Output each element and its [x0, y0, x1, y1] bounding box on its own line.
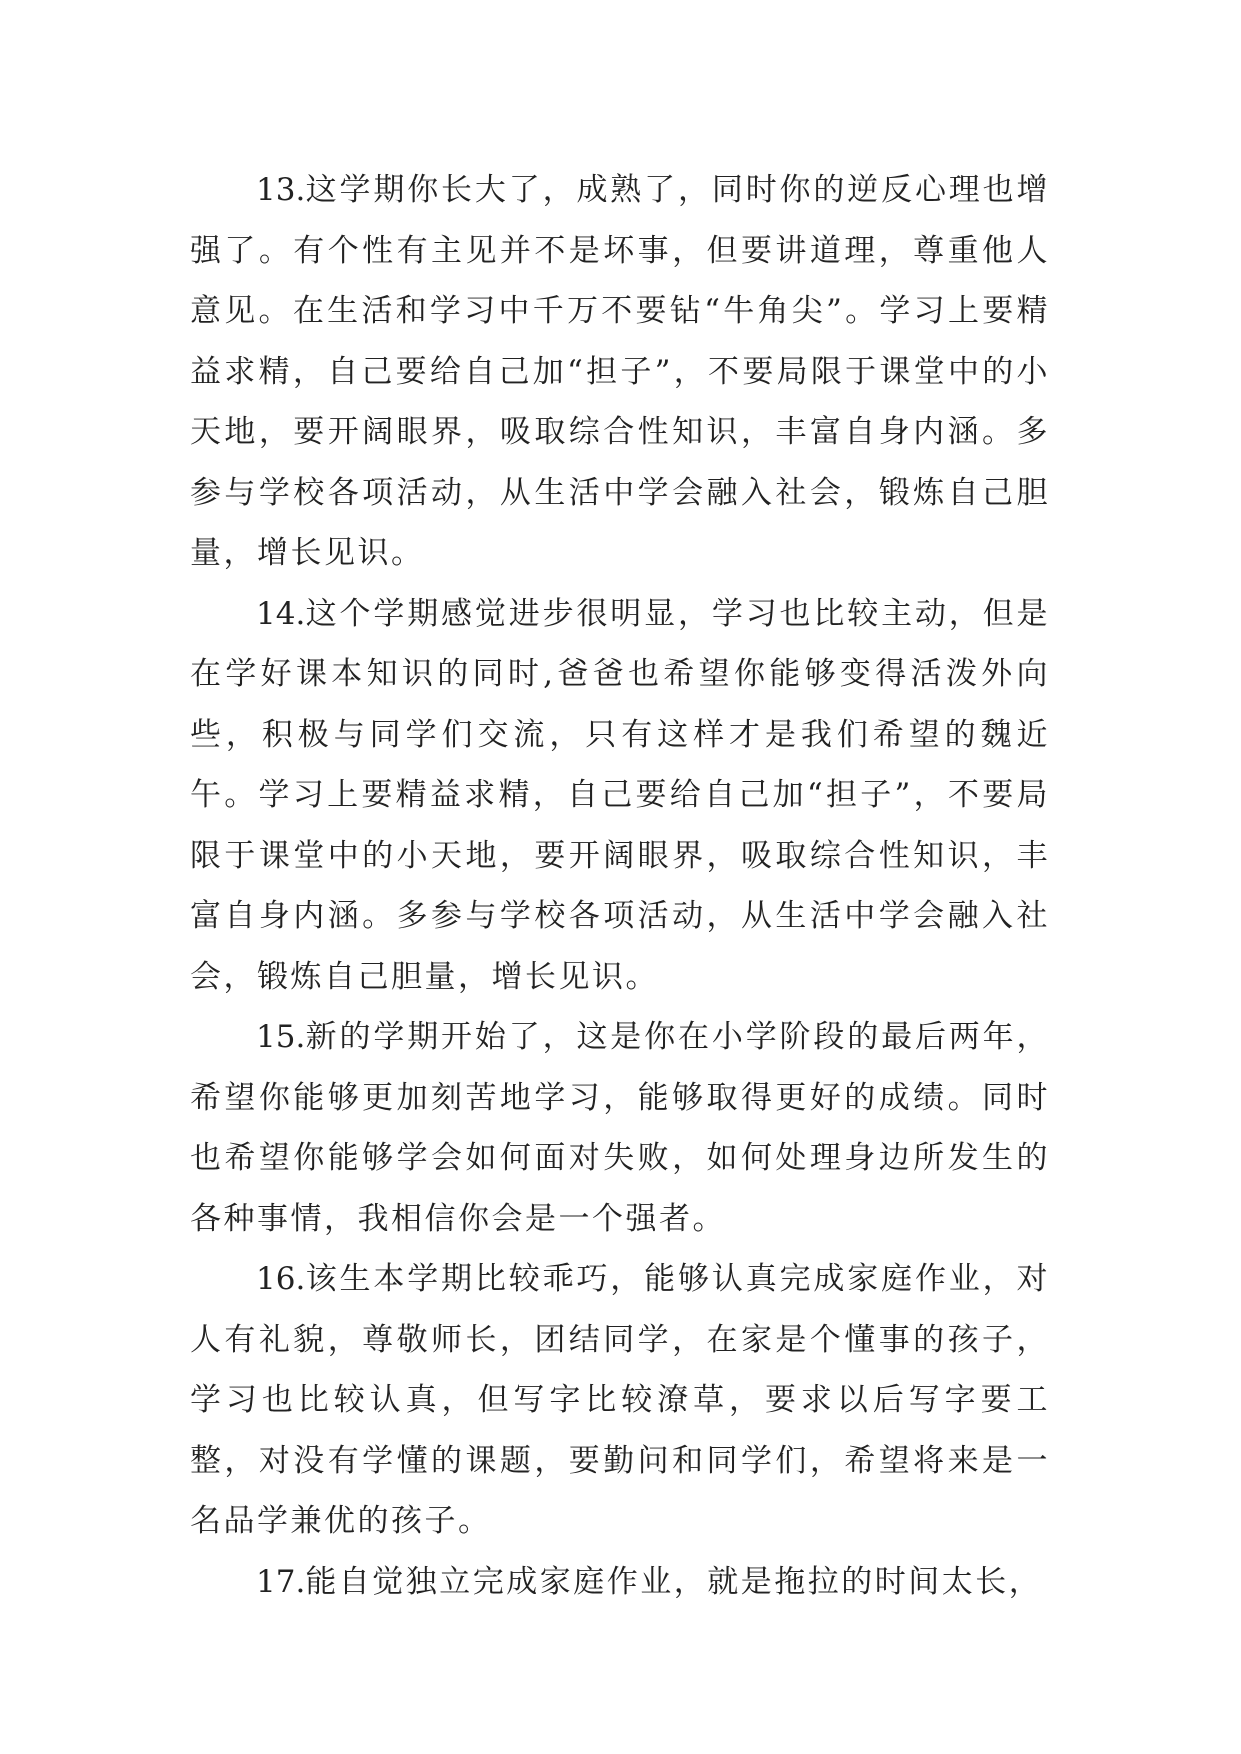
paragraph-text: 这学期你长大了，成熟了，同时你的逆反心理也增强了。有个性有主见并不是坏事，但要讲道理，尊重他人意见。在生活和学习中千万不要钻“牛角尖”。学习上要精益求精，自己要给自己加“担子”，不要局限于课堂中的小天地，要开阔眼界，吸取综合性知识，丰富自身内涵。多参与学校各项活动，从生活中学会融入社会，锻炼自己胆量，增长见识。 [190, 172, 1050, 571]
paragraph-17 [190, 1552, 1050, 1613]
paragraph-number: 14. [256, 595, 306, 632]
paragraph-number: 17. [256, 1563, 306, 1600]
paragraph-15 [190, 1007, 1050, 1249]
paragraph-16 [190, 1249, 1050, 1552]
paragraph-number: 16. [256, 1261, 306, 1297]
document-body [190, 160, 1050, 1612]
paragraph-number: 15. [256, 1019, 306, 1055]
paragraph-text: 该生本学期比较乖巧，能够认真完成家庭作业，对人有礼貌，尊敬师长，团结同学，在家是个懂事的孩子，学习也比较认真，但写字比较潦草，要求以后写字要工整，对没有学懂的课题，要勤问和同学们，希望将来是一名品学兼优的孩子。 [190, 1261, 1050, 1539]
paragraph-14 [190, 584, 1050, 1008]
paragraph-number: 13. [256, 172, 306, 208]
paragraph-text: 新的学期开始了，这是你在小学阶段的最后两年，希望你能够更加刻苦地学习，能够取得更好的成绩。同时也希望你能够学会如何面对失败，如何处理身边所发生的各种事情，我相信你会是一个强者。 [190, 1019, 1050, 1237]
paragraph-13 [190, 160, 1050, 584]
paragraph-text: 能自觉独立完成家庭作业，就是拖拉的时间太长， [305, 1563, 1043, 1600]
paragraph-text: 这个学期感觉进步很明显，学习也比较主动，但是在学好课本知识的同时,爸爸也希望你能够变得活泼外向些，积极与同学们交流，只有这样才是我们希望的魏近午。学习上要精益求精，自己要给自己加“担子”，不要局限于课堂中的小天地，要开阔眼界，吸取综合性知识，丰富自身内涵。多参与学校各项活动，从生活中学会融入社会，锻炼自己胆量，增长见识。 [190, 595, 1050, 995]
